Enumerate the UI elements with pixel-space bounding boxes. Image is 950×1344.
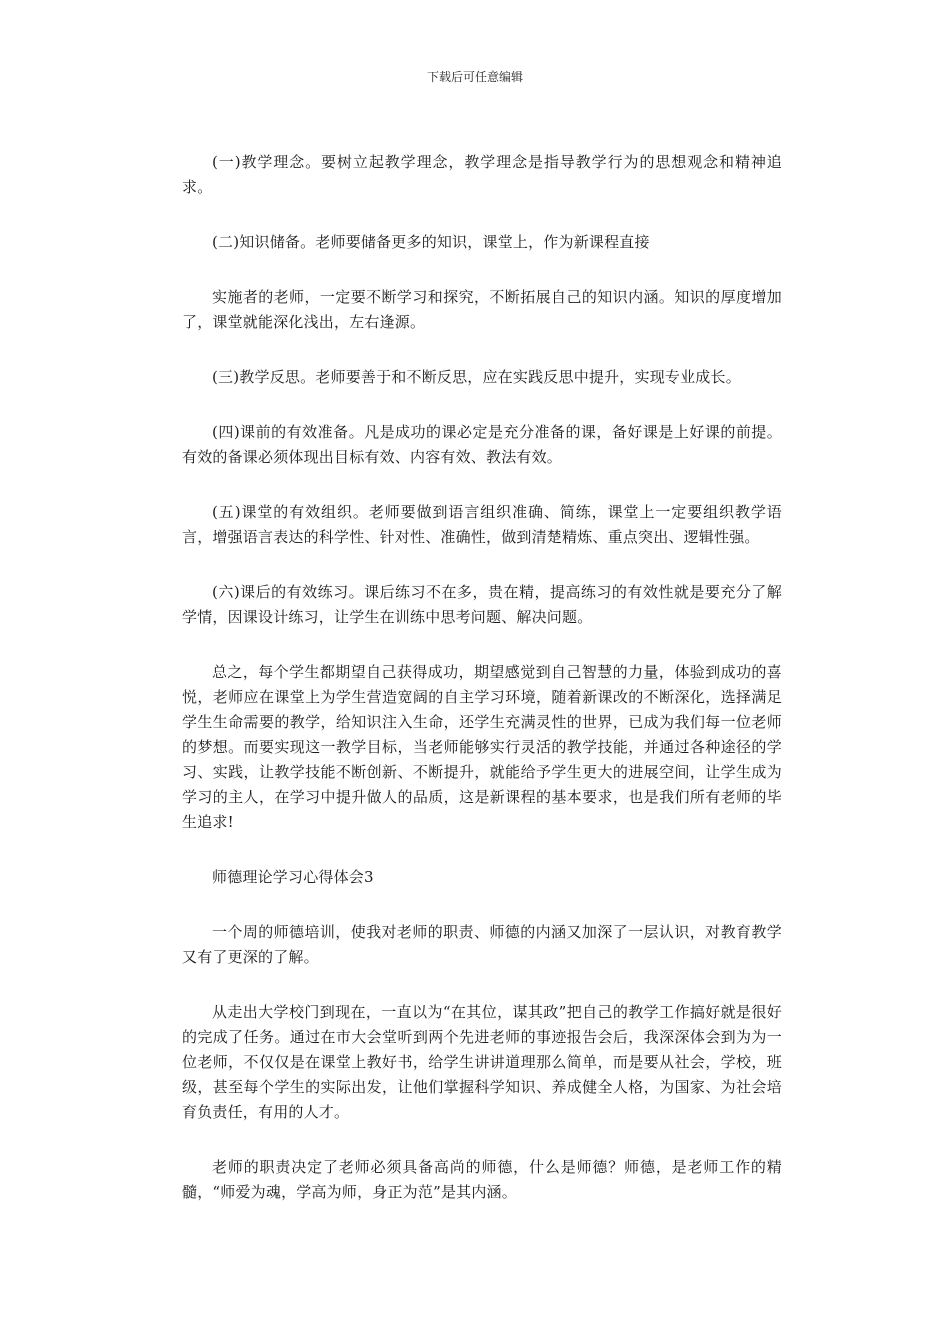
- section-title: 师德理论学习心得体会3: [212, 868, 374, 886]
- paragraph-training-week: 一个周的师德培训，使我对老师的职责、师德的内涵又加深了一层认识，对教育教学又有了更深的了解。: [182, 923, 782, 966]
- paragraph-knowledge-reserve: (二)知识储备。老师要储备更多的知识，课堂上，作为新课程直接: [212, 233, 650, 251]
- paragraph-from-university: 从走出大学校门到现在，一直以为“在其位，谋其政”把自己的教学工作搞好就是很好的完成了任务。通过在市大会堂听到两个先进老师的事迹报告会后，我深深体会到为为一位老师，不仅仅是在课堂上教好书，给学生讲讲道理那么简单，而是要从社会，学校，班级，甚至每个学生的实际出发，让他们掌握科学知识、养成健全人格，为国家、为社会培育负责任，有用的人才。: [182, 1003, 782, 1121]
- paragraph-teaching-reflection: (三)教学反思。老师要善于和不断反思，应在实践反思中提升，实现专业成长。: [212, 368, 741, 386]
- paragraph-classroom-organization: (五)课堂的有效组织。老师要做到语言组织准确、简练，课堂上一定要组织教学语言，增强语言表达的科学性、针对性、准确性，做到清楚精炼、重点突出、逻辑性强。: [182, 503, 782, 546]
- paragraph-teaching-concept: (一)教学理念。要树立起教学理念，教学理念是指导教学行为的思想观念和精神追求。: [182, 153, 782, 196]
- paragraph-after-class-practice: (六)课后的有效练习。课后练习不在多，贵在精，提高练习的有效性就是要充分了解学情，因课设计练习，让学生在训练中思考问题、解决问题。: [182, 583, 782, 626]
- paragraph-teacher-duty: 老师的职责决定了老师必须具备高尚的师德，什么是师德？师德，是老师工作的精髓，“师爱为魂，学高为师，身正为范”是其内涵。: [182, 1158, 782, 1201]
- document-body: [182, 150, 782, 1235]
- paragraph-summary: 总之，每个学生都期望自己获得成功，期望感觉到自己智慧的力量，体验到成功的喜悦，老师应在课堂上为学生营造宽阔的自主学习环境，随着新课改的不断深化，选择满足学生生命需要的教学，给知识注入生命，还学生充满灵性的世界，已成为我们每一位老师的梦想。而要实现这一教学目标，当老师能够实行灵活的教学技能，并通过各种途径的学习、实践，让教学技能不断创新、不断提升，就能给予学生更大的进展空间，让学生成为学习的主人，在学习中提升做人的品质，这是新课程的基本要求，也是我们所有老师的毕生追求!: [182, 663, 782, 831]
- page-header: 下载后可任意编辑: [426, 70, 523, 84]
- paragraph-knowledge-continued: 实施者的老师，一定要不断学习和探究，不断拓展自己的知识内涵。知识的厚度增加了，课堂就能深化浅出，左右逢源。: [182, 288, 782, 331]
- paragraph-lesson-preparation: (四)课前的有效准备。凡是成功的课必定是充分准备的课，备好课是上好课的前提。有效的备课必须体现出目标有效、内容有效、教法有效。: [182, 423, 782, 466]
